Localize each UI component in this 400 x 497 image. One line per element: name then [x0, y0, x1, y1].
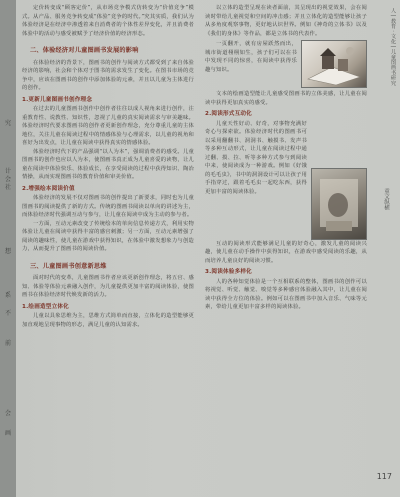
gutter-char: 不 — [4, 310, 11, 317]
hands-on-book-illustration — [312, 169, 366, 239]
gutter-char: 系 — [4, 292, 11, 299]
paragraph: 文本的绘画造型能让儿童感受图画书的立体美感，让儿童在阅读中获得更加真实的感受。 — [205, 91, 367, 106]
paragraph: 体验经济的发展不仅对图画书的创作提出了新要求，同时也为儿童图画书的阅读提供了新的方式。传统的图画书阅读以单向的讲述为主，而体验经济时代强调互动与参与，让儿童在阅读中成为主动的参与者。 — [22, 195, 194, 218]
paragraph: 人的各种知觉体验是一个互相联系的整体，图画书的创作可以将视觉、听觉、触觉、嗅觉等多种感官体验融入其中，让儿童在阅读中获得全方位的体验。例如可以在图画书中加入音乐、气味等元素，带给儿童更加丰富多样的阅读体验。 — [205, 278, 367, 310]
subsection-heading: 1.更新儿童图画书创作理念 — [22, 96, 93, 103]
paragraph: 面对时代的变革，儿童图画书作者应该更新创作理念，将五官、感知、体验等体验元素融入创作，为儿童提供更加丰富的阅读体验，使图画书在体验经济时代焕发新的活力。 — [22, 275, 194, 298]
gutter-char: 究 — [4, 120, 11, 127]
left-column — [22, 4, 194, 329]
page-number: 117 — [376, 472, 392, 481]
gutter-char: 会 — [4, 176, 11, 183]
gutter-char: 社 — [4, 184, 11, 191]
subsection-heading: 1.绘画造型立体化 — [22, 303, 69, 310]
section-heading: 三、儿童图画书创意新思维 — [30, 262, 107, 270]
subsection-heading: 2.阅读形式互动化 — [205, 111, 252, 117]
subsection-heading: 2.增强绘本阅读价值 — [22, 185, 75, 192]
gutter-char: 想 — [4, 248, 11, 255]
right-column — [205, 4, 367, 312]
gutter-char: 前 — [4, 340, 11, 347]
paragraph: 互动的阅读形式能够满足儿童的好奇心，激发儿童的阅读兴趣，使儿童在动手操作中获得知识，在游戏中感受阅读的乐趣，从而培养儿童良好的阅读习惯。 — [205, 240, 367, 264]
running-header: 人 | 教育 · 文化 | 儿童图画书研究 — [390, 8, 396, 86]
section-heading: 二、体验经济对儿童图画书发展的影响 — [30, 47, 139, 54]
subsection-heading: 3.阅读体验多样化 — [205, 269, 252, 275]
gutter-char: 计 — [4, 168, 11, 175]
paragraph: 体验经济时代下的产品强调“以人为本”，强调消费者的感受。儿童图画书的创作也应以人为本，使图画书真正成为儿童喜爱的读物，让儿童在阅读中体验快乐、体验成长，在享受阅读的过程中获得知识、陶冶情操，从而实现图画书的教育价值和审美价值。 — [22, 148, 194, 180]
paragraph: 一页翻开，就有房屋跃然而出，城市街道栩栩如生，孩子们可以在书中发现不同的惊喜，在阅读中获得乐趣与知识。 — [205, 41, 297, 73]
gutter-char: 会 — [4, 410, 11, 417]
paragraph: 以立体的造型呈现在读者面前，其呈现出的视觉效果，会在阅读时带给儿童视觉和空间的冲击感；并且立体化的造型能够让孩子从多角度观察事物，更好地认识世界。例如《神奇的立体书》以及《我们的身体》等作品，都是立体书的代表作。 — [205, 5, 367, 37]
gutter-char: 画 — [4, 430, 11, 437]
paragraph: 儿童以具象思维为主，思维方式简单而直接，立体化的造型能够更加直观地呈现事物的形态，满足儿童的认知需求。 — [22, 313, 194, 328]
paragraph: 定价转变成“顾客定价”，从市场竞争模式仿转变为“价值竞争”模式。从产品、服务竞争转变成“体验”竞争的时代。”究其实质，我们认为体验经济是在经济中渗透着来自消费者的个体性差异变化，并且消费者体验中的活动与感受被赋予了经济价值的经济形态。 — [22, 5, 194, 37]
popup-book-photo — [301, 40, 367, 88]
paragraph: 儿童天性好动、好奇，对事物充满好奇心与探索欲。体验经济时代的图画书可以采用翻翻书、洞洞书、触摸书、发声书等多种互动形式，让儿童在阅读过程中通过翻、摸、拉、听等多种方式参与到阅读中来，使阅读成为一种游戏。例如《好饿的毛毛虫》，书中的洞洞设计可以让孩子用手指穿过，跟着毛毛虫一起吃东西，获得更加丰富的阅读体验。 — [205, 120, 307, 195]
section-tag: 童文纵横 — [383, 188, 389, 210]
left-gutter — [0, 0, 16, 497]
interactive-book-photo — [311, 168, 367, 240]
paragraph: 在体验经济的背景下，图画书的创作与阅读方式都受到了来自体验经济的影响，社会和个体对于图书的需求发生了变化。在图书市场的竞争中，应该在图画书的创作中添加体验的元素，并且以儿童为主体进行的创作。 — [22, 59, 194, 91]
paragraph: 一方面，互动元素改变了传统绘本的单向信息传递方式，利用实物体验让儿童在阅读中获得丰富的感官刺激；另一方面，互动元素增强了阅读的趣味性，使儿童在游戏中获得知识，在体验中激发想象力与创造力，从而提升了图画书的阅读价值。 — [22, 220, 194, 252]
paragraph: 在过去的儿童图画书创作中创作者往往以成人视角来进行创作，注重教育性、说教性、知识性，忽视了儿童的真实阅读需求与审美趣味。体验经济时代要求图画书的创作者更新创作理念，充分尊重儿童的主体地位，关注儿童在阅读过程中的情感体验与心理需求，以儿童的视角和喜好为出发点，让儿童在阅读中获得真实的情感体验。 — [22, 106, 194, 146]
popup-book-illustration — [302, 41, 366, 87]
